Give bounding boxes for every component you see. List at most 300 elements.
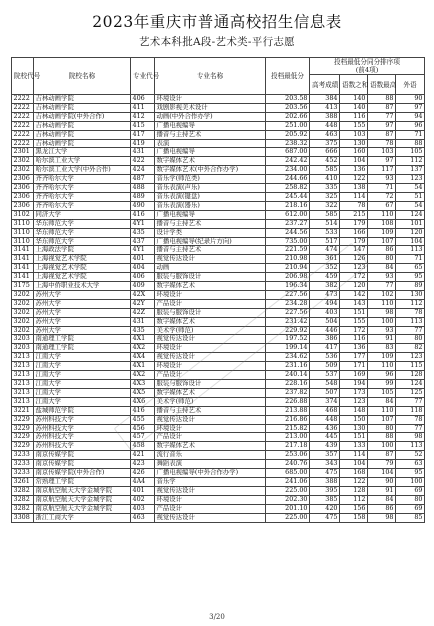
cell-foreign-language: 96: [396, 121, 425, 130]
cell-chinese-math-sum: 172: [340, 326, 368, 335]
cell-gaokao-score: 386: [310, 335, 340, 344]
cell-school-code: 3202: [12, 290, 34, 299]
cell-min-score: 227.56: [266, 308, 310, 317]
header-chinese-math-sum: 语数之和: [340, 75, 368, 95]
cell-major-code: 404: [131, 264, 155, 273]
cell-major-code: 431: [131, 317, 155, 326]
cell-school-name: 上海视觉艺术学院: [34, 264, 131, 273]
cell-gaokao-score: 446: [310, 326, 340, 335]
cell-school-name: 浙江工商大学: [34, 513, 131, 522]
cell-major-name: 播音与主持艺术: [155, 130, 266, 139]
cell-gaokao-score: 388: [310, 112, 340, 121]
cell-major-name: 数字媒体艺术(中外合作办学): [155, 166, 266, 175]
cell-gaokao-score: 395: [310, 486, 340, 495]
cell-school-code: 3141: [12, 246, 34, 255]
cell-major-name: 视觉传达设计: [155, 353, 266, 362]
cell-major-name: 流行音乐: [155, 451, 266, 460]
cell-chinese-math-max: 110: [368, 362, 396, 371]
cell-major-code: 437: [131, 237, 155, 246]
cell-chinese-math-max: 99: [368, 380, 396, 389]
cell-gaokao-score: 452: [310, 157, 340, 166]
cell-min-score: 240.14: [266, 371, 310, 380]
cell-major-code: 401: [131, 255, 155, 264]
cell-foreign-language: 71: [396, 255, 425, 264]
cell-school-code: 2306: [12, 175, 34, 184]
cell-school-name: 上海视觉艺术学院: [34, 255, 131, 264]
cell-gaokao-score: 413: [310, 103, 340, 112]
cell-gaokao-score: 517: [310, 237, 340, 246]
cell-major-code: 435: [131, 228, 155, 237]
cell-chinese-math-max: 91: [368, 486, 396, 495]
cell-major-name: 产品设计: [155, 504, 266, 513]
cell-gaokao-score: 548: [310, 380, 340, 389]
cell-foreign-language: 98: [396, 433, 425, 442]
cell-major-name: 服装与服饰设计: [155, 308, 266, 317]
cell-school-name: 苏州科技大学: [34, 415, 131, 424]
cell-chinese-math-max: 100: [368, 317, 396, 326]
cell-school-name: 南京传媒学院: [34, 451, 131, 460]
table-row: [12, 308, 425, 317]
cell-major-code: 419: [131, 139, 155, 148]
cell-major-code: 417: [131, 130, 155, 139]
cell-school-name: 江南大学: [34, 388, 131, 397]
cell-major-name: 产品设计: [155, 433, 266, 442]
cell-chinese-math-sum: 169: [340, 371, 368, 380]
cell-school-code: 3110: [12, 237, 34, 246]
cell-chinese-math-max: 72: [368, 192, 396, 201]
cell-chinese-math-sum: 194: [340, 380, 368, 389]
cell-gaokao-score: 374: [310, 397, 340, 406]
table-row: [12, 388, 425, 397]
cell-foreign-language: 94: [396, 112, 425, 121]
cell-school-name: 南京传媒学院(中外合作): [34, 469, 131, 478]
cell-foreign-language: 112: [396, 157, 425, 166]
cell-chinese-math-max: 96: [368, 371, 396, 380]
cell-foreign-language: 113: [396, 442, 425, 451]
cell-gaokao-score: 473: [310, 290, 340, 299]
cell-school-name: 南京航空航天大学金城学院: [34, 504, 131, 513]
cell-chinese-math-sum: 130: [340, 424, 368, 433]
cell-gaokao-score: 445: [310, 433, 340, 442]
cell-major-code: 4X2: [131, 371, 155, 380]
cell-min-score: 206.98: [266, 273, 310, 282]
cell-chinese-math-max: 117: [368, 166, 396, 175]
cell-min-score: 213.88: [266, 406, 310, 415]
cell-major-code: 401: [131, 486, 155, 495]
cell-gaokao-score: 448: [310, 121, 340, 130]
header-major-name: 专业名称: [155, 58, 266, 95]
cell-chinese-math-max: 86: [368, 246, 396, 255]
cell-chinese-math-sum: 155: [340, 317, 368, 326]
cell-chinese-math-sum: 148: [340, 406, 368, 415]
cell-foreign-language: 124: [396, 380, 425, 389]
cell-major-name: 播音与主持艺术: [155, 219, 266, 228]
cell-foreign-language: 125: [396, 388, 425, 397]
cell-school-name: 盐城师范学院: [34, 406, 131, 415]
cell-major-name: 视觉传达设计: [155, 335, 266, 344]
cell-foreign-language: 95: [396, 273, 425, 282]
cell-foreign-language: 77: [396, 326, 425, 335]
cell-major-name: 产品设计: [155, 371, 266, 380]
cell-gaokao-score: 322: [310, 201, 340, 210]
cell-min-score: 226.88: [266, 397, 310, 406]
cell-foreign-language: 112: [396, 299, 425, 308]
table-row: [12, 299, 425, 308]
cell-chinese-math-sum: 151: [340, 308, 368, 317]
cell-min-score: 241.06: [266, 477, 310, 486]
cell-gaokao-score: 439: [310, 442, 340, 451]
cell-foreign-language: 88: [396, 139, 425, 148]
cell-chinese-math-max: 93: [368, 273, 396, 282]
cell-school-code: 3282: [12, 495, 34, 504]
cell-min-score: 244.56: [266, 228, 310, 237]
cell-school-name: 江南大学: [34, 397, 131, 406]
cell-chinese-math-sum: 122: [340, 477, 368, 486]
cell-min-score: 221.59: [266, 246, 310, 255]
cell-school-code: 3202: [12, 317, 34, 326]
cell-chinese-math-sum: 166: [340, 228, 368, 237]
page-title: 2023年重庆市普通高校招生信息表: [92, 13, 342, 31]
cell-min-score: 612.00: [266, 210, 310, 219]
cell-foreign-language: 104: [396, 237, 425, 246]
cell-major-name: 美术学(师范): [155, 326, 266, 335]
header-foreign-language: 外语: [396, 75, 425, 95]
cell-chinese-math-sum: 177: [340, 353, 368, 362]
cell-school-name: 江南大学: [34, 353, 131, 362]
cell-major-name: 设计学类: [155, 228, 266, 237]
cell-min-score: 201.10: [266, 504, 310, 513]
table-body: [12, 95, 425, 523]
cell-gaokao-score: 509: [310, 362, 340, 371]
cell-school-code: 2302: [12, 157, 34, 166]
cell-foreign-language: 113: [396, 246, 425, 255]
cell-school-code: 2306: [12, 184, 34, 193]
cell-gaokao-score: 388: [310, 477, 340, 486]
cell-chinese-math-sum: 104: [340, 157, 368, 166]
cell-major-code: 42X: [131, 290, 155, 299]
cell-chinese-math-max: 77: [368, 112, 396, 121]
table-row: [12, 415, 425, 424]
cell-min-score: 237.27: [266, 219, 310, 228]
cell-chinese-math-sum: 122: [340, 175, 368, 184]
cell-min-score: 245.44: [266, 192, 310, 201]
cell-school-name: 吉林动画学院: [34, 95, 131, 104]
cell-min-score: 215.82: [266, 424, 310, 433]
cell-major-code: 426: [131, 469, 155, 478]
cell-min-score: 210.98: [266, 255, 310, 264]
cell-chinese-math-max: 71: [368, 184, 396, 193]
cell-gaokao-score: 504: [310, 317, 340, 326]
table-row: [12, 495, 425, 504]
table-row: [12, 513, 425, 522]
cell-foreign-language: 85: [396, 513, 425, 522]
cell-min-score: 240.76: [266, 460, 310, 469]
cell-chinese-math-sum: 215: [340, 210, 368, 219]
cell-chinese-math-max: 110: [368, 406, 396, 415]
cell-school-code: 3175: [12, 282, 34, 291]
cell-gaokao-score: 375: [310, 139, 340, 148]
cell-chinese-math-sum: 114: [340, 451, 368, 460]
cell-min-score: 228.16: [266, 380, 310, 389]
cell-major-name: 环境设计: [155, 344, 266, 353]
cell-chinese-math-max: 98: [368, 513, 396, 522]
table-row: [12, 228, 425, 237]
cell-school-name: 上海中侨职业技术大学: [34, 282, 131, 291]
cell-major-code: 455: [131, 415, 155, 424]
cell-foreign-language: 78: [396, 308, 425, 317]
cell-major-name: 音乐表演(声乐): [155, 184, 266, 193]
cell-chinese-math-max: 87: [368, 103, 396, 112]
cell-school-name: 同济大学: [34, 210, 131, 219]
cell-gaokao-score: 384: [310, 95, 340, 104]
cell-school-name: 江南大学: [34, 362, 131, 371]
cell-foreign-language: 100: [396, 477, 425, 486]
cell-gaokao-score: 357: [310, 451, 340, 460]
cell-foreign-language: 77: [396, 397, 425, 406]
cell-school-code: 3233: [12, 469, 34, 478]
cell-chinese-math-max: 88: [368, 433, 396, 442]
cell-foreign-language: 97: [396, 103, 425, 112]
cell-chinese-math-sum: 143: [340, 299, 368, 308]
cell-major-code: 416: [131, 210, 155, 219]
cell-gaokao-score: 352: [310, 264, 340, 273]
cell-min-score: 735.00: [266, 237, 310, 246]
cell-min-score: 231.16: [266, 362, 310, 371]
cell-major-name: 环境设计: [155, 290, 266, 299]
cell-major-name: 音乐表演(器乐): [155, 201, 266, 210]
cell-major-name: 动画: [155, 264, 266, 273]
cell-school-code: 3282: [12, 486, 34, 495]
cell-gaokao-score: 463: [310, 130, 340, 139]
cell-chinese-math-sum: 130: [340, 139, 368, 148]
cell-foreign-language: 95: [396, 469, 425, 478]
cell-major-name: 视觉传达设计: [155, 513, 266, 522]
cell-school-name: 华东师范大学: [34, 228, 131, 237]
cell-major-name: 美术学(师范): [155, 397, 266, 406]
table-row: [12, 210, 425, 219]
cell-school-code: 3213: [12, 388, 34, 397]
cell-gaokao-score: 514: [310, 219, 340, 228]
cell-major-code: 4X5: [131, 388, 155, 397]
cell-gaokao-score: 436: [310, 424, 340, 433]
cell-major-name: 广播电视编导(纪录片方向): [155, 237, 266, 246]
cell-min-score: 237.82: [266, 388, 310, 397]
cell-foreign-language: 51: [396, 192, 425, 201]
cell-foreign-language: 77: [396, 424, 425, 433]
cell-chinese-math-sum: 173: [340, 388, 368, 397]
cell-chinese-math-max: 86: [368, 504, 396, 513]
cell-major-name: 服装与服饰设计: [155, 273, 266, 282]
cell-chinese-math-sum: 140: [340, 95, 368, 104]
cell-major-code: 490: [131, 201, 155, 210]
cell-gaokao-score: 361: [310, 255, 340, 264]
cell-chinese-math-max: 79: [368, 460, 396, 469]
cell-gaokao-score: 537: [310, 371, 340, 380]
cell-min-score: 199.14: [266, 344, 310, 353]
cell-school-code: 3213: [12, 380, 34, 389]
cell-foreign-language: 54: [396, 201, 425, 210]
cell-school-code: 3102: [12, 210, 34, 219]
cell-major-code: 4X4: [131, 353, 155, 362]
cell-school-name: 苏州科技大学: [34, 424, 131, 433]
cell-major-code: 424: [131, 166, 155, 175]
cell-school-code: 2222: [12, 130, 34, 139]
header-school-name: 院校名称: [34, 58, 131, 95]
cell-chinese-math-max: 91: [368, 335, 396, 344]
cell-school-name: 齐齐哈尔大学: [34, 184, 131, 193]
cell-major-code: 423: [131, 460, 155, 469]
cell-min-score: 234.00: [266, 166, 310, 175]
cell-foreign-language: 63: [396, 460, 425, 469]
cell-school-code: 3229: [12, 415, 34, 424]
header-rank-group-title: 投档最低分同分排序项: [334, 58, 400, 66]
cell-major-code: 4A4: [131, 477, 155, 486]
cell-chinese-math-sum: 172: [340, 273, 368, 282]
cell-major-name: 数字媒体艺术: [155, 282, 266, 291]
cell-major-name: 广播电视编导: [155, 210, 266, 219]
cell-school-name: 苏州科技大学: [34, 433, 131, 442]
cell-chinese-math-sum: 133: [340, 442, 368, 451]
cell-gaokao-score: 536: [310, 353, 340, 362]
cell-major-name: 视觉传达设计: [155, 486, 266, 495]
cell-chinese-math-max: 109: [368, 353, 396, 362]
cell-chinese-math-max: 104: [368, 469, 396, 478]
cell-chinese-math-sum: 179: [340, 237, 368, 246]
cell-school-code: 3141: [12, 255, 34, 264]
cell-school-code: 3203: [12, 344, 34, 353]
cell-chinese-math-sum: 120: [340, 282, 368, 291]
cell-foreign-language: 115: [396, 362, 425, 371]
cell-major-code: 487: [131, 175, 155, 184]
cell-major-code: 406: [131, 273, 155, 282]
cell-chinese-math-sum: 128: [340, 486, 368, 495]
cell-gaokao-score: 666: [310, 148, 340, 157]
cell-min-score: 685.00: [266, 469, 310, 478]
cell-major-name: 音乐学(师范类): [155, 175, 266, 184]
cell-school-code: 3110: [12, 219, 34, 228]
cell-school-name: 苏州大学: [34, 299, 131, 308]
cell-chinese-math-sum: 179: [340, 219, 368, 228]
cell-major-name: 环境设计: [155, 95, 266, 104]
cell-major-code: 412: [131, 112, 155, 121]
cell-chinese-math-sum: 142: [340, 290, 368, 299]
cell-school-code: 2301: [12, 148, 34, 157]
cell-foreign-language: 120: [396, 228, 425, 237]
cell-school-name: 苏州科技大学: [34, 442, 131, 451]
cell-gaokao-score: 507: [310, 388, 340, 397]
cell-school-name: 上海视觉艺术学院: [34, 273, 131, 282]
table-row: [12, 317, 425, 326]
cell-school-code: 3229: [12, 424, 34, 433]
table-row: [12, 397, 425, 406]
cell-foreign-language: 54: [396, 184, 425, 193]
cell-school-name: 齐齐哈尔大学: [34, 192, 131, 201]
cell-major-name: 表演: [155, 139, 266, 148]
cell-chinese-math-sum: 78: [340, 201, 368, 210]
cell-school-name: 南通理工学院: [34, 335, 131, 344]
cell-gaokao-score: 459: [310, 273, 340, 282]
cell-school-code: 3233: [12, 460, 34, 469]
cell-school-code: 3261: [12, 477, 34, 486]
cell-gaokao-score: 385: [310, 495, 340, 504]
table-row: [12, 112, 425, 121]
cell-min-score: 258.82: [266, 184, 310, 193]
cell-chinese-math-sum: 123: [340, 264, 368, 273]
cell-major-name: 环境设计: [155, 495, 266, 504]
cell-major-name: 环境设计: [155, 424, 266, 433]
cell-school-code: 3213: [12, 353, 34, 362]
cell-min-score: 244.66: [266, 175, 310, 184]
cell-chinese-math-sum: 171: [340, 362, 368, 371]
cell-chinese-math-sum: 104: [340, 460, 368, 469]
cell-min-score: 210.94: [266, 264, 310, 273]
cell-min-score: 225.00: [266, 513, 310, 522]
cell-chinese-math-sum: 160: [340, 148, 368, 157]
cell-chinese-math-max: 83: [368, 344, 396, 353]
cell-foreign-language: 69: [396, 504, 425, 513]
cell-school-name: 齐齐哈尔大学: [34, 201, 131, 210]
cell-gaokao-score: 585: [310, 210, 340, 219]
cell-chinese-math-max: 84: [368, 264, 396, 273]
cell-school-code: 3110: [12, 228, 34, 237]
cell-gaokao-score: 343: [310, 460, 340, 469]
cell-major-name: 舞蹈表演: [155, 460, 266, 469]
cell-chinese-math-max: 108: [368, 219, 396, 228]
page-subtitle: 艺术本科批A段-艺术类-平行志愿: [139, 36, 295, 48]
cell-chinese-math-sum: 168: [340, 469, 368, 478]
cell-min-score: 213.00: [266, 433, 310, 442]
cell-school-name: 哈尔滨工业大学(中外合作): [34, 166, 131, 175]
header-rank-group: [310, 58, 425, 75]
cell-gaokao-score: 335: [310, 184, 340, 193]
cell-chinese-math-max: 110: [368, 299, 396, 308]
cell-school-name: 江南大学: [34, 371, 131, 380]
cell-chinese-math-sum: 112: [340, 495, 368, 504]
cell-major-code: 4X3: [131, 380, 155, 389]
cell-gaokao-score: 475: [310, 469, 340, 478]
cell-major-code: 4Y1: [131, 219, 155, 228]
cell-school-code: 3221: [12, 406, 34, 415]
cell-major-name: 音乐表演(键盘): [155, 192, 266, 201]
cell-chinese-math-sum: 155: [340, 121, 368, 130]
cell-min-score: 687.00: [266, 148, 310, 157]
cell-major-name: 视觉传达设计: [155, 415, 266, 424]
cell-foreign-language: 80: [396, 335, 425, 344]
cell-major-code: 406: [131, 95, 155, 104]
cell-min-score: 231.42: [266, 317, 310, 326]
cell-min-score: 225.00: [266, 486, 310, 495]
cell-major-name: 广播电视编导: [155, 148, 266, 157]
cell-school-code: 3202: [12, 299, 34, 308]
header-min-score: 投档最低分: [266, 58, 310, 95]
cell-school-name: 吉林动画学院: [34, 121, 131, 130]
cell-major-code: 4X2: [131, 344, 155, 353]
cell-foreign-language: 130: [396, 290, 425, 299]
cell-foreign-language: 69: [396, 486, 425, 495]
cell-min-score: 251.00: [266, 121, 310, 130]
cell-school-code: 2302: [12, 166, 34, 175]
cell-school-code: 3233: [12, 451, 34, 460]
cell-school-name: 哈尔滨工业大学: [34, 157, 131, 166]
cell-chinese-math-max: 80: [368, 255, 396, 264]
cell-school-name: 华东师范大学: [34, 237, 131, 246]
cell-foreign-language: 123: [396, 353, 425, 362]
cell-gaokao-score: 475: [310, 513, 340, 522]
cell-foreign-language: 89: [396, 282, 425, 291]
cell-min-score: 227.56: [266, 290, 310, 299]
cell-chinese-math-max: 77: [368, 282, 396, 291]
cell-foreign-language: 78: [396, 415, 425, 424]
